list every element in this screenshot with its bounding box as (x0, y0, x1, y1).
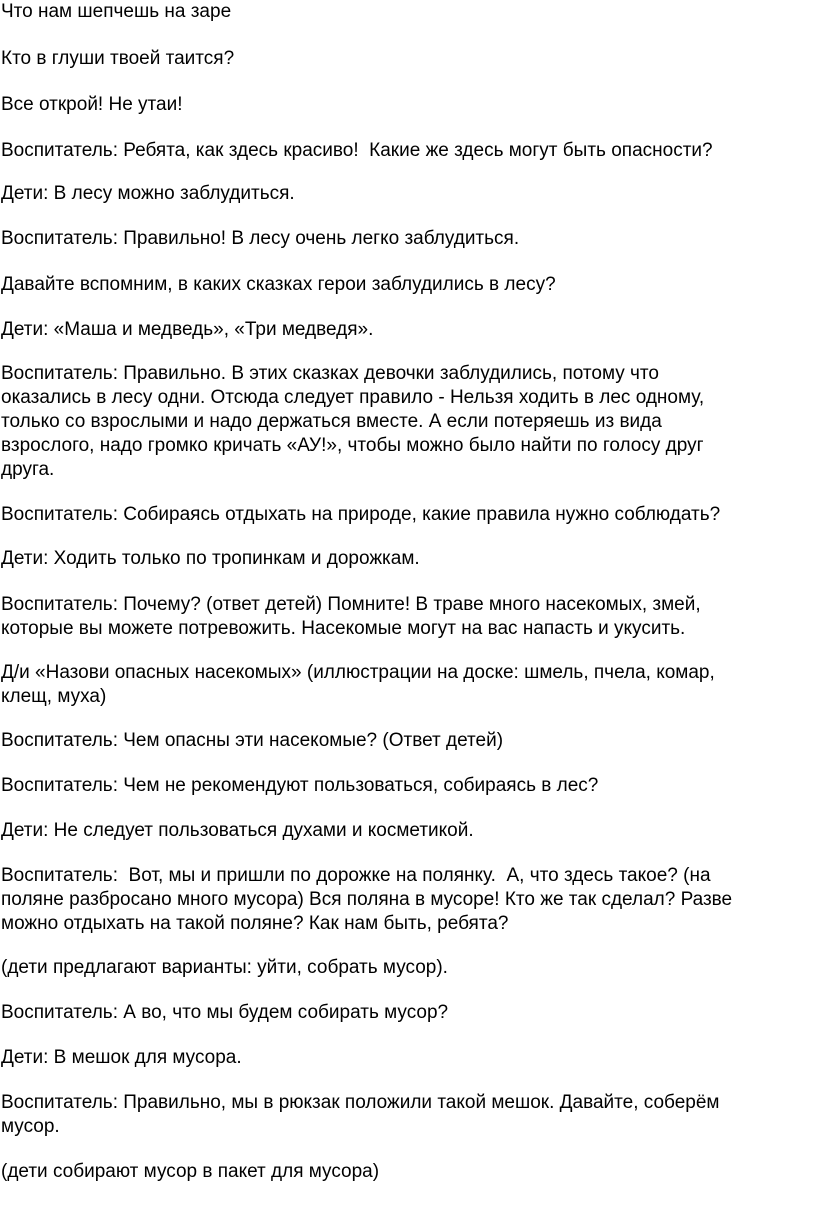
text-line: Воспитатель: А во, что мы будем собирать мусор? (1, 1002, 449, 1023)
text-line: которые вы можете потревожить. Насекомые могут на вас напасть и укусить. (1, 618, 686, 639)
text-line: Дети: «Маша и медведь», «Три медведя». (1, 319, 374, 340)
text-line: мусор. (1, 1116, 60, 1137)
text-line: Дети: В мешок для мусора. (1, 1047, 242, 1068)
paragraph (1, 593, 806, 641)
paragraph (1, 503, 806, 527)
paragraph (1, 661, 806, 709)
text-line: Воспитатель: Ребята, как здесь красиво! Какие же здесь могут быть опасности? (1, 140, 713, 161)
paragraph (1, 47, 806, 71)
paragraph (1, 1091, 806, 1139)
paragraph (1, 139, 806, 163)
text-line: Д/и «Назови опасных насекомых» (иллюстрации на доске: шмель, пчела, комар, (1, 662, 715, 683)
text-line: (дети предлагают варианты: уйти, собрать мусор). (1, 957, 448, 978)
text-line: Воспитатель: Почему? (ответ детей) Помните! В траве много насекомых, змей, (1, 594, 701, 615)
paragraph (1, 0, 806, 24)
text-line: Воспитатель: Правильно. В этих сказках девочки заблудились, потому что (1, 363, 659, 384)
text-line: Воспитатель: Чем не рекомендуют пользоваться, собираясь в лес? (1, 775, 599, 796)
paragraph (1, 182, 806, 206)
text-line: Дети: В лесу можно заблудиться. (1, 183, 295, 204)
text-line: Все открой! Не утаи! (1, 94, 183, 115)
paragraph (1, 729, 806, 753)
paragraph (1, 956, 806, 980)
text-line: Воспитатель: Вот, мы и пришли по дорожке на полянку. А, что здесь такое? (на (1, 865, 711, 886)
paragraph (1, 819, 806, 843)
text-line: Дети: Ходить только по тропинкам и дорожкам. (1, 548, 420, 569)
paragraph (1, 1160, 806, 1184)
paragraph (1, 1046, 806, 1070)
text-line: только со взрослыми и надо держаться вместе. А если потеряешь из вида (1, 411, 662, 432)
paragraph (1, 273, 806, 297)
paragraph (1, 864, 806, 936)
text-line: Кто в глуши твоей таится? (1, 48, 235, 69)
text-line: Воспитатель: Правильно, мы в рюкзак положили такой мешок. Давайте, соберём (1, 1092, 720, 1113)
text-line: клещ, муха) (1, 686, 107, 707)
text-line: (дети собирают мусор в пакет для мусора) (1, 1161, 380, 1182)
paragraph (1, 362, 806, 482)
paragraph (1, 774, 806, 798)
paragraph (1, 1001, 806, 1025)
text-line: поляне разбросано много мусора) Вся поляна в мусоре! Кто же так сделал? Разве (1, 889, 733, 910)
text-line: Воспитатель: Собираясь отдыхать на природе, какие правила нужно соблюдать? (1, 504, 721, 525)
paragraph (1, 227, 806, 251)
text-line: Воспитатель: Чем опасны эти насекомые? (Ответ детей) (1, 730, 504, 751)
text-line: Что нам шепчешь на заре (1, 1, 232, 22)
text-line: Давайте вспомним, в каких сказках герои заблудились в лесу? (1, 274, 556, 295)
paragraph (1, 93, 806, 117)
text-line: друга. (1, 459, 55, 480)
text-line: можно отдыхать на такой поляне? Как нам быть, ребята? (1, 913, 509, 934)
text-line: Воспитатель: Правильно! В лесу очень легко заблудиться. (1, 228, 520, 249)
text-line: оказались в лесу одни. Отсюда следует правило - Нельзя ходить в лес одному, (1, 387, 705, 408)
paragraph (1, 547, 806, 571)
paragraph (1, 318, 806, 342)
text-line: Дети: Не следует пользоваться духами и косметикой. (1, 820, 474, 841)
text-line: взрослого, надо громко кричать «АУ!», чтобы можно было найти по голосу друг (1, 435, 704, 456)
